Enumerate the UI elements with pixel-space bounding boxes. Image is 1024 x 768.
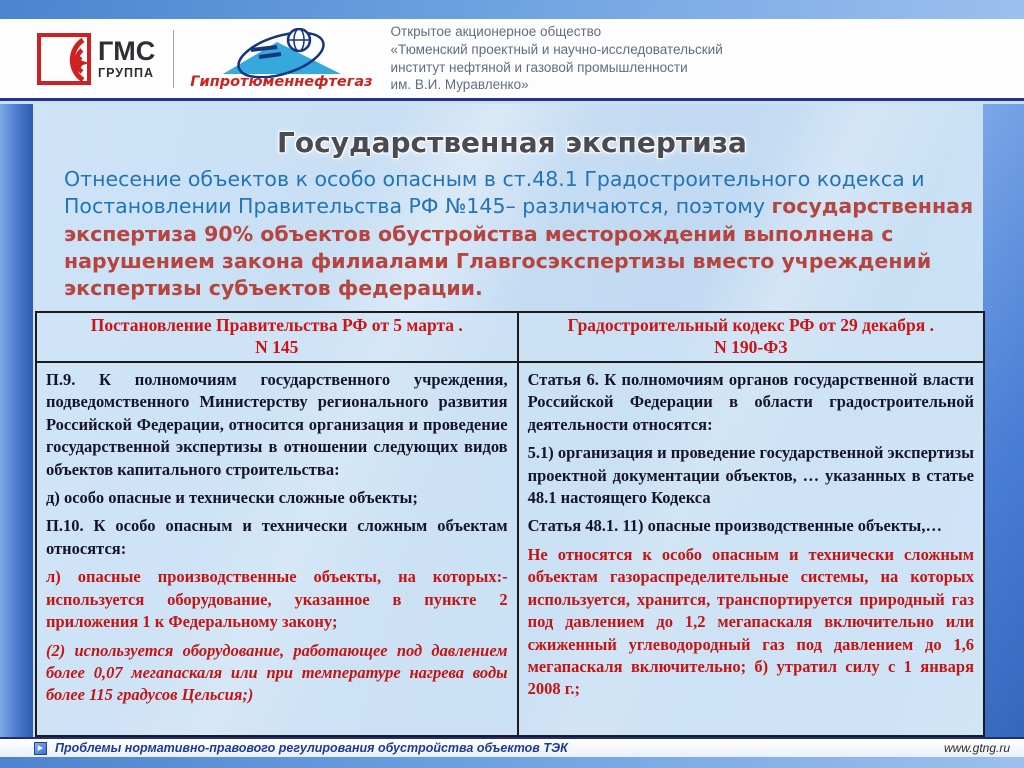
table-header-row xyxy=(36,312,984,362)
company-description xyxy=(391,23,723,93)
comparison-table xyxy=(35,311,985,737)
intro-text-red: государственная экспертиза 90% объектов обустройства месторождений выполнена с нарушением закона филиалами Главгосэкспертизы вместо учреждений экспертизы субъектов федерации. xyxy=(64,194,974,300)
footer-band xyxy=(0,739,1024,757)
gms-logo-text xyxy=(98,35,156,80)
right-paragraph-4: Не относятся к особо опасным и технически сложным объектам газораспределительные системы, на которых используется, хранится, транспортируется природный газ под давлением до 1,2 мегапаскаля включительно или сжиженный углеводородный газ под давлением до 1,6 мегапаскаля включительно; б) утратил силу с 1 января 2008 г.; xyxy=(527,544,974,699)
left-paragraph-4: л) опасные производственные объекты, на которых:- используется оборудование, указанное в пункте 2 приложения 1 к Федеральному закону; xyxy=(46,567,508,632)
intro-paragraph xyxy=(64,166,978,302)
company-line: Открытое акционерное общество xyxy=(390,24,602,40)
right-decor-bar xyxy=(983,104,1024,737)
company-line: «Тюменский проектный и научно-исследовательский xyxy=(390,41,723,57)
slide-body xyxy=(0,104,1024,737)
table-body-row xyxy=(36,362,984,736)
right-paragraph-1: Статья 6. К полномочиям органов государственной власти Российской Федерации в области градостроительной деятельности относятся: xyxy=(527,369,974,434)
right-paragraph-3: Статья 48.1. 11) опасные производственные объекты,… xyxy=(527,516,942,536)
gms-group-logo xyxy=(36,31,155,87)
header-left-line1: Постановление Правительства РФ от 5 марта . xyxy=(90,315,463,335)
table-header-left xyxy=(36,312,518,362)
gtng-logo-text: Гипротюменнефтегаз xyxy=(190,73,373,90)
gtng-globe-icon xyxy=(215,28,347,78)
header-band xyxy=(0,19,1024,101)
company-line: институт нефтяной и газовой промышленности xyxy=(390,59,688,75)
cell-resolution-145 xyxy=(36,362,518,736)
left-paragraph-2: д) особо опасные и технически сложные объекты; xyxy=(46,487,418,507)
header-right-line1: Градостроительный кодекс РФ от 29 декабря . xyxy=(567,315,935,335)
gtng-logo xyxy=(190,28,372,90)
table-header-right xyxy=(518,312,984,362)
company-line: им. В.И. Муравленко» xyxy=(390,77,529,93)
intro-text-blue: Отнесение объектов к особо опасным в ст.48.1 Градостроительного кодекса и Постановлении Правительства РФ №145– различаются, поэтому xyxy=(64,167,925,219)
header-right-line2: N 190-ФЗ xyxy=(714,336,788,357)
top-decor-bar xyxy=(0,0,1024,19)
right-paragraph-2: 5.1) организация и проведение государственной экспертизы проектной документации объектов, … указанных в статье 48.1 настоящего Кодекса xyxy=(527,443,974,507)
header-left-line2: N 145 xyxy=(255,336,299,357)
page-title: Государственная экспертиза xyxy=(277,126,747,159)
left-decor-bar xyxy=(0,104,33,737)
left-paragraph-5: (2) используется оборудование, работающее под давлением более 0,07 мегапаскаля или при температуре нагрева воды более 115 градусов Цельсия;) xyxy=(46,640,508,705)
gms-logo-line1: ГМС xyxy=(98,35,156,66)
footer-url: www.gtng.ru xyxy=(943,741,1010,755)
left-paragraph-1: П.9. К полномочиям государственного учреждения, подведомственного Министерству регионального развития Российской Федерации, относится организация и проведение государственной экспертизы в отношении следующих видов объектов капитального строительства: xyxy=(46,369,508,479)
bottom-decor-bar xyxy=(0,757,1024,768)
gms-swoosh-icon xyxy=(36,31,94,87)
cell-codex-190 xyxy=(518,362,984,736)
left-paragraph-3: П.10. К особо опасным и технически сложным объектам относятся: xyxy=(46,516,508,558)
gms-logo-line2: ГРУППА xyxy=(98,65,155,80)
footer-title: Проблемы нормативно-правового регулирования обустройства объектов ТЭК xyxy=(55,741,568,755)
footer-arrow-icon: ▶ xyxy=(34,742,47,755)
header-divider xyxy=(173,30,174,88)
